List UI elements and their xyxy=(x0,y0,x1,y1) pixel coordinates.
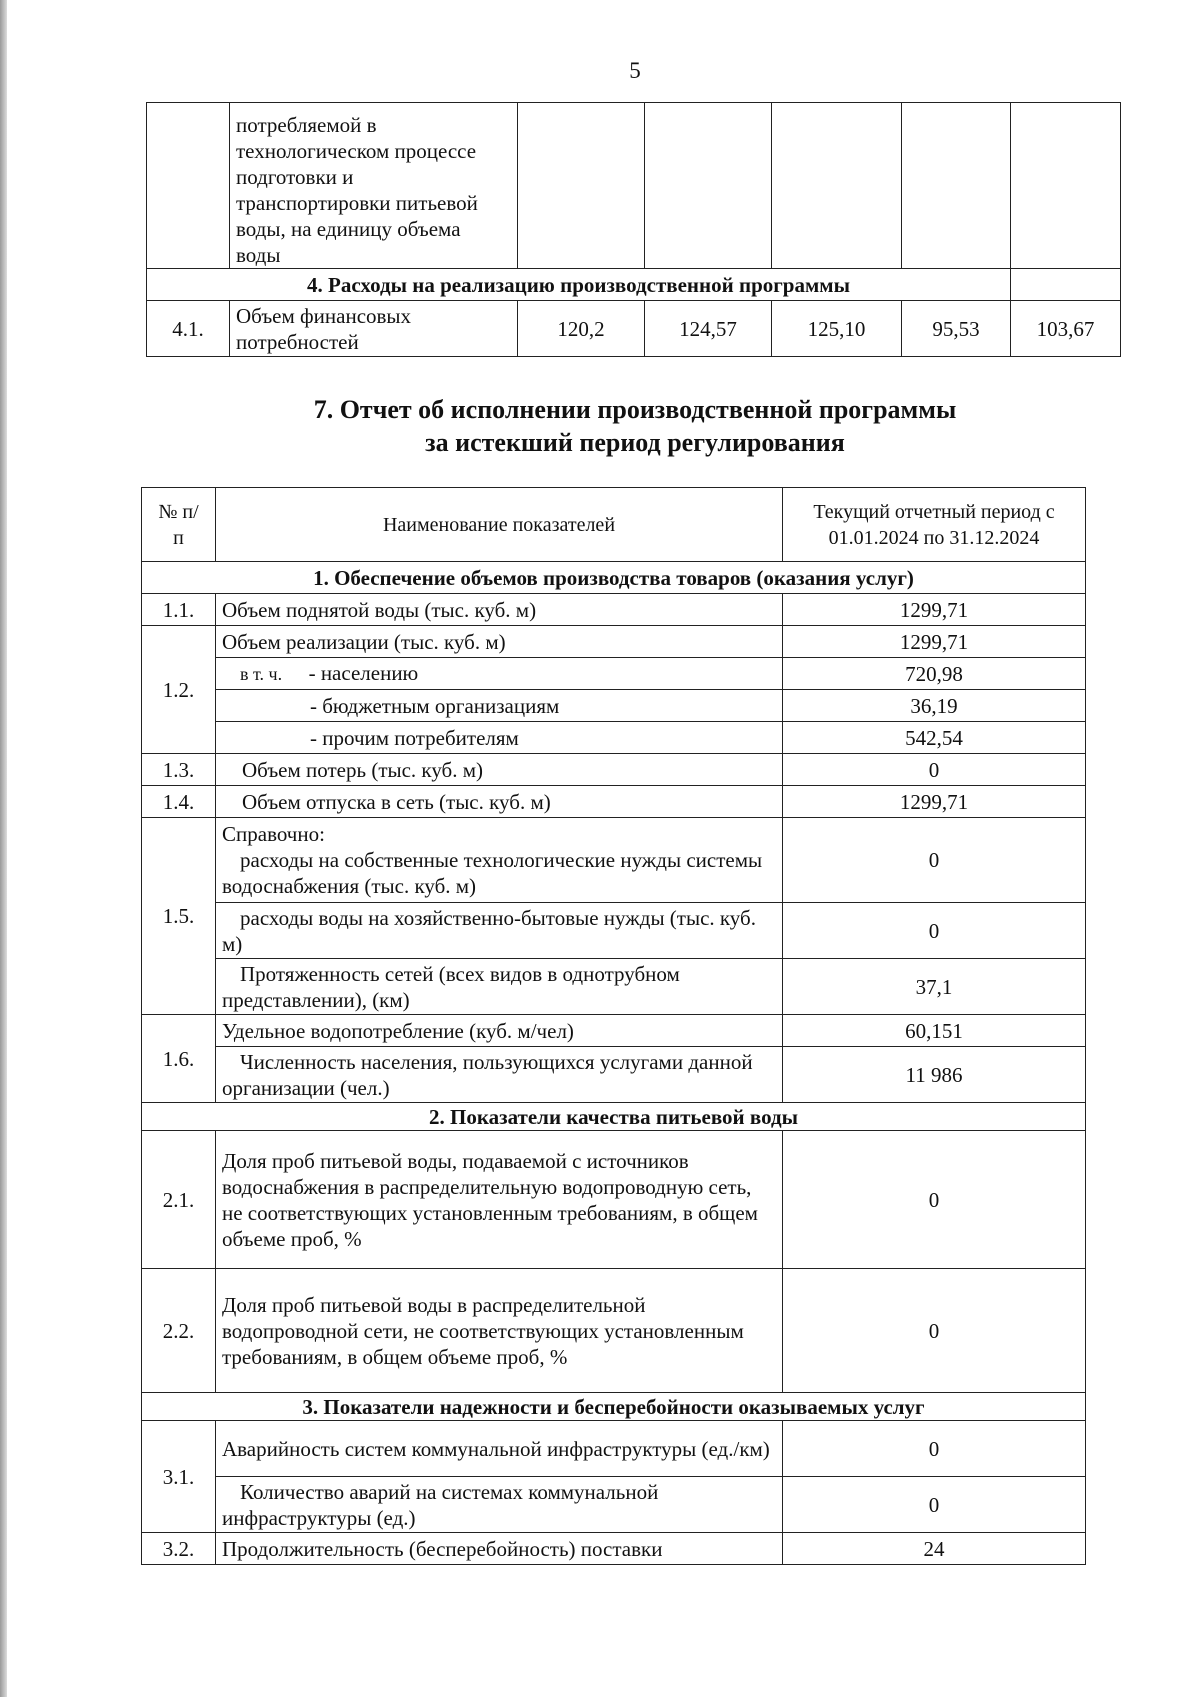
row-label: Продолжительность (бесперебойность) поставки xyxy=(216,1533,783,1565)
header-row xyxy=(142,488,1086,562)
table-cell xyxy=(1011,103,1121,269)
table-row xyxy=(142,1421,1086,1477)
value-cell: 0 xyxy=(783,1269,1086,1393)
table-cell xyxy=(1011,269,1121,301)
table-row xyxy=(142,818,1086,903)
value-cell: 0 xyxy=(783,1421,1086,1477)
value-cell: 37,1 xyxy=(783,959,1086,1015)
table-row xyxy=(142,1533,1086,1565)
section-heading-3: 3. Показатели надежности и бесперебойности оказываемых услуг xyxy=(142,1393,1086,1421)
section-row xyxy=(142,562,1086,594)
table-row xyxy=(142,754,1086,786)
section-heading-1: 1. Обеспечение объемов производства товаров (оказания услуг) xyxy=(142,562,1086,594)
row-number: 3.2. xyxy=(142,1533,216,1565)
header-name: Наименование показателей xyxy=(216,488,783,562)
section-row xyxy=(142,1393,1086,1421)
scan-left-edge xyxy=(0,0,7,1697)
value-cell: 60,151 xyxy=(783,1015,1086,1047)
value-cell: 125,10 xyxy=(772,301,902,357)
report-table xyxy=(141,487,1086,1565)
table-row xyxy=(142,594,1086,626)
value-cell: 11 986 xyxy=(783,1047,1086,1103)
table-row xyxy=(142,626,1086,658)
value-cell: 124,57 xyxy=(645,301,772,357)
header-number: № п/п xyxy=(142,488,216,562)
reference-label: Справочно: xyxy=(222,822,325,846)
table-row xyxy=(142,786,1086,818)
row-label: Объем поднятой воды (тыс. куб. м) xyxy=(216,594,783,626)
population-served-label: Численность населения, пользующихся услугами данной организации (чел.) xyxy=(216,1047,783,1103)
row-label-budget: - бюджетным организациям xyxy=(216,690,783,722)
table-row xyxy=(147,103,1121,269)
household-label: расходы воды на хозяйственно-бытовые нужды (тыс. куб. м) xyxy=(216,903,783,959)
table-cell xyxy=(772,103,902,269)
including-prefix: в т. ч. xyxy=(240,664,283,684)
row-number: 1.6. xyxy=(142,1015,216,1103)
row-label: Доля проб питьевой воды в распределительной водопроводной сети, не соответствующих установленным требованиям, в общем объеме проб, % xyxy=(216,1269,783,1393)
value-cell: 0 xyxy=(783,903,1086,959)
row-number: 1.2. xyxy=(142,626,216,754)
table-row xyxy=(142,903,1086,959)
row-number: 4.1. xyxy=(147,301,230,357)
row-label xyxy=(216,818,783,903)
value-cell: 0 xyxy=(783,754,1086,786)
production-program-table xyxy=(146,102,1121,357)
row-number: 2.1. xyxy=(142,1131,216,1269)
table-row xyxy=(142,1047,1086,1103)
row-number: 1.5. xyxy=(142,818,216,1015)
row-label: Аварийность систем коммунальной инфраструктуры (ед./км) xyxy=(216,1421,783,1477)
row-label: Объем реализации (тыс. куб. м) xyxy=(216,626,783,658)
table-row xyxy=(142,722,1086,754)
value-cell: 120,2 xyxy=(518,301,645,357)
table-row xyxy=(142,658,1086,690)
section-heading-4: 4. Расходы на реализацию производственной программы xyxy=(147,269,1011,301)
row-label: Удельное водопотребление (куб. м/чел) xyxy=(216,1015,783,1047)
section-row xyxy=(147,269,1121,301)
network-length-label: Протяженность сетей (всех видов в однотрубном представлении), (км) xyxy=(216,959,783,1015)
row-label: Доля проб питьевой воды, подаваемой с источников водоснабжения в распределительную водопроводную сеть, не соответствующих установленным требованиям, в общем объеме проб, % xyxy=(216,1131,783,1269)
row-number: 2.2. xyxy=(142,1269,216,1393)
table-row xyxy=(142,1269,1086,1393)
value-cell: 103,67 xyxy=(1011,301,1121,357)
table-row xyxy=(142,1131,1086,1269)
header-period: Текущий отчетный период с 01.01.2024 по 31.12.2024 xyxy=(783,488,1086,562)
value-cell: 95,53 xyxy=(902,301,1011,357)
row-label-population xyxy=(216,658,783,690)
table-cell xyxy=(147,103,230,269)
value-cell: 1299,71 xyxy=(783,626,1086,658)
table-cell xyxy=(645,103,772,269)
row-label: Объем потерь (тыс. куб. м) xyxy=(216,754,783,786)
value-cell: 1299,71 xyxy=(783,786,1086,818)
table-cell xyxy=(518,103,645,269)
continued-indicator-text: потребляемой в технологическом процессе подготовки и транспортировки питьевой воды, на единицу объема воды xyxy=(230,103,518,269)
section-title-line2: за истекший период регулирования xyxy=(425,428,845,457)
section-row xyxy=(142,1103,1086,1131)
row-label-other: - прочим потребителям xyxy=(216,722,783,754)
value-cell: 720,98 xyxy=(783,658,1086,690)
value-cell: 36,19 xyxy=(783,690,1086,722)
own-needs-label: расходы на собственные технологические нужды системы водоснабжения (тыс. куб. м) xyxy=(222,848,763,898)
accident-count-label: Количество аварий на системах коммунальной инфраструктуры (ед.) xyxy=(216,1477,783,1533)
value-cell: 0 xyxy=(783,818,1086,903)
row-label: Объем отпуска в сеть (тыс. куб. м) xyxy=(216,786,783,818)
row-number: 1.4. xyxy=(142,786,216,818)
table-row xyxy=(142,1015,1086,1047)
population-label: - населению xyxy=(308,661,419,685)
row-label: Объем финансовых потребностей xyxy=(230,301,518,357)
table-row xyxy=(142,690,1086,722)
table-cell xyxy=(902,103,1011,269)
table-row xyxy=(142,1477,1086,1533)
value-cell: 0 xyxy=(783,1477,1086,1533)
value-cell: 542,54 xyxy=(783,722,1086,754)
section-heading-2: 2. Показатели качества питьевой воды xyxy=(142,1103,1086,1131)
row-number: 1.3. xyxy=(142,754,216,786)
value-cell: 0 xyxy=(783,1131,1086,1269)
page-number: 5 xyxy=(629,58,641,83)
section-title-line1: 7. Отчет об исполнении производственной программы xyxy=(313,395,957,424)
row-number: 3.1. xyxy=(142,1421,216,1533)
table-row xyxy=(142,959,1086,1015)
value-cell: 1299,71 xyxy=(783,594,1086,626)
row-number: 1.1. xyxy=(142,594,216,626)
value-cell: 24 xyxy=(783,1533,1086,1565)
table-row xyxy=(147,301,1121,357)
